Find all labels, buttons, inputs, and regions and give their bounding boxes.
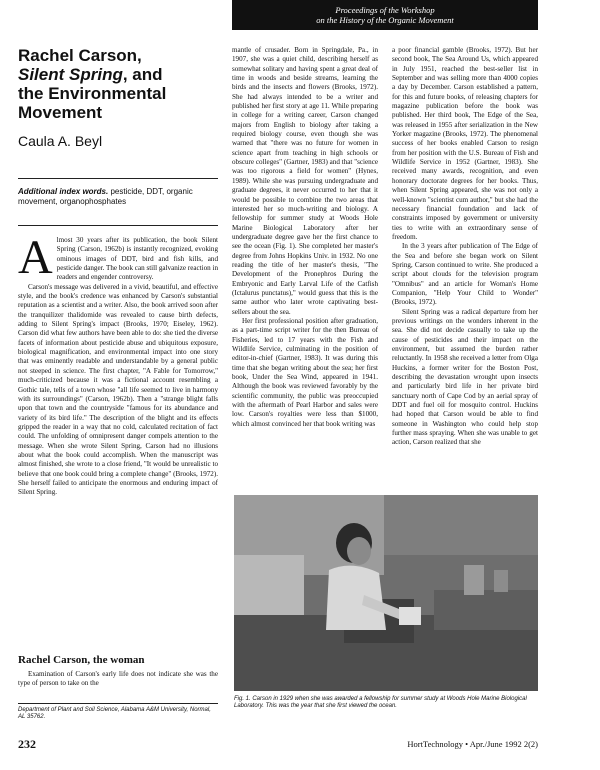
column-1 [18,231,218,498]
author-name: Caula A. Beyl [18,133,103,149]
proceedings-banner [232,0,538,30]
title-line-3: the Environmental [18,84,167,103]
figure-photo [234,495,538,691]
title-line-1: Rachel Carson, [18,46,142,65]
journal-citation: HortTechnology • Apr./June 1992 2(2) [407,739,538,749]
paragraph: Her first professional position after graduation, as a part-time script writer for the then Bureau of Fisheries, led to 17 years with the Fish and Wildlife Service, culminating in the position of editor-in-chief (Gartner, 1983). It was during this time that she began writing about the sea; her first book, Under the Sea Wind, appeared in 1941. Although the book was reviewed favorably by the scientific community, the public was preoccupied with the aftermath of Pearl Harbor and sales were low. Carson's royalties were less than $1000, which almost convinced her that book writing was [232,316,378,428]
title-book-name: Silent Spring [18,65,123,84]
page-number: 232 [18,737,36,751]
divider-top [18,178,218,179]
article-title [18,46,218,122]
banner-line-2: on the History of the Organic Movement [316,15,454,25]
index-words [18,187,218,207]
title-line-2 [18,65,218,84]
title-line-4: Movement [18,103,103,122]
photo-illustration [234,495,538,691]
paragraph: lmost 30 years after its publication, the book Silent Spring (Carson, 1962b) is instantly recognized, evoking ominous images of DDT, bird and fish kills, and pesticide danger. The book can still galvanize reaction in readers and engender controversy. [56,236,218,282]
section-heading: Rachel Carson, the woman [18,654,145,666]
paragraph: In the 3 years after publication of The Edge of the Sea and before she began work on Silent Spring, Carson continued to write. She produced a script about clouds for the television program "Omnibus" and an article for Woman's Home Companion, "Help Your Child to Wonder" (Brooks, 1972). [392,242,538,307]
drop-cap: A [18,231,53,284]
paragraph: Examination of Carson's early life does not indicate she was the type of person to take on the [18,670,218,688]
index-words-label: Additional index words. [18,187,109,196]
column-3 [392,46,538,448]
index-words-text: pesticide, DDT, organic movement, organophosphates [18,187,193,206]
column-2 [232,46,378,429]
paragraph: Carson's message was delivered in a vivid, beautiful, and effective style, and the book's credence was enhanced by Carson's substantial reputation as a scientist and a writer. Also, the book arrived soon after the tranquilizer thalidomide was revealed to cause birth defects, adding to Silent Spring's impact (Brooks, 1970; Eiseley, 1962). Carson did what few authors have been able to do: she tied the diverse facets of information about pesticide abuse and ubiquitous exposure, biological magnification, and environmental impact into one story that was eminently readable and understandable by a general public not steeped in science. The first chapter, "A Fable for Tomorrow," much-criticized because it was a fictional account resembling a Gothic tale, tells of a town whose "all life seemed to live in harmony with its surroundings" (Carson, 1962b). Then a "strange blight falls upon that town and the countryside "famous for its abundance and variety of its bird life." The description of the blight and its effects gripped the reader in a way that no cold, calculated recitation of fact could. The unfolding of omnipresent danger compels attention to the message. When she wrote Silent Spring, Carson had no illusions about what the book could accomplish. When the manuscript was almost finished, she wrote to a close friend, "It would be unrealistic to believe that one book could bring a complete change" (Brooks, 1972). She herself failed to anticipate the enormous and enduring impact of Silent Spring. [18,282,218,497]
paragraph: mantle of crusader. Born in Springdale, Pa., in 1907, she was a quiet child, describing herself as somewhat solitary and having spent a great deal of time in woods and beside streams, learning the birds and the insects and flowers (Brooks, 1972). She had always intended to be a writer and published her first story at age 11. While preparing in college for a writing career, Carson changed majors from English to biology after taking a required biology course, even though she was warned that "there was no future for women in science apart from teaching in high schools or obscure colleges" (Gartner, 1983) and that "science was too rigorous a field for women" (Hynes, 1989). While she was pursuing undergraduate and graduate degrees, it never occurred to her that it would be possible to combine the two areas that interested her so much-writing and biology. A fellowship for summer study at Woods Hole Marine Biological Laboratory after her undergraduate degree gave her the first chance to see the ocean (Fig. 1). She completed her master's degree from Johns Hopkins Univ. in 1932. No one reading the title of her master's thesis, "The Development of the Pronephros During the Embryonic and Early Larval Life of the Catfish (Ictalurus punctatus)," would guess that this is the same author who later wrote captivating best-sellers about the sea. [232,46,378,316]
paragraph: Silent Spring was a radical departure from her previous writings on the wonders inherent in the sea. She did not decide casually to take up the cause of pesticides and their impact on the environment, but assumed the burden rather reluctantly. In 1958 she received a letter from Olga Huckins, a former writer for the Boston Post, describing the devastation wrought upon insects and particularly bird life in her private bird sanctuary north of Cape Cod by an aerial spray of DDT and fuel oil for mosquito control. Huckins had hoped that Carson would be able to find someone in Washington who could help stop further mass spraying. When she was unable to get action, Carson realized that she [392,307,538,447]
figure-caption: Fig. 1. Carson in 1929 when she was awarded a fellowship for summer study at Woods Hole Marine Biological Laboratory. This was the year that she first viewed the ocean. [234,696,527,710]
paragraph: a poor financial gamble (Brooks, 1972). But her second book, The Sea Around Us, which appeared in July 1951, reached the best-seller list in September and was selling more than 4000 copies a day by December. Carson established a pattern, for this and future books, of releasing chapters for magazine publication before the book was published. Her third book, The Edge of the Sea, was released in 1955 after serialization in the New Yorker magazine (Brooks, 1972). The phenomenal success of her books enabled Carson to resign from her position with the U.S. Bureau of Fish and Wildlife Service in 1952 (Gartner, 1983). She received many awards, recognition, and even honorary doctorate degrees for her books. Thus, when Silent Spring appeared, she was not only a well-known "scientist cum author," but she had the necessary financial foundation and lack of constraints imposed by government or university ties to write with an extraordinary sense of freedom. [392,46,538,241]
column-1-continued [18,670,218,689]
author-affiliation: Department of Plant and Soil Science, Alabama A&M University, Normal, AL 35762. [18,707,211,721]
divider-bottom [18,225,218,226]
title-line-2-rest: , and [122,65,163,84]
banner-line-1: Proceedings of the Workshop [335,5,435,15]
affiliation-divider [18,703,218,704]
